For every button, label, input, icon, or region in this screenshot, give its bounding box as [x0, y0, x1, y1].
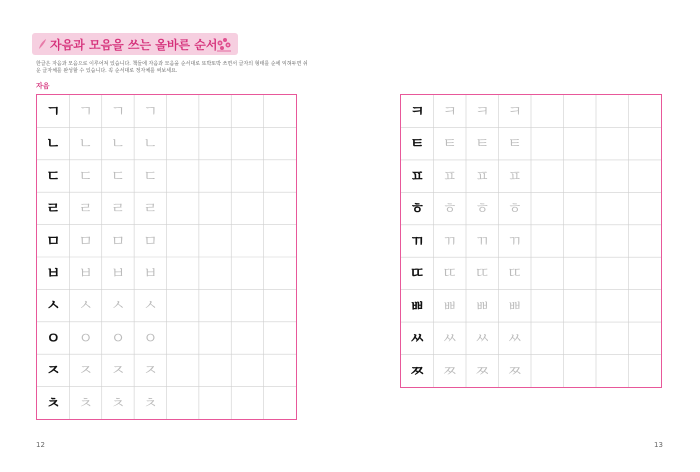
- trace-character: ㅅ: [143, 296, 158, 315]
- practice-row: [401, 257, 661, 289]
- trace-character: ㄷ: [110, 166, 126, 185]
- trace-character: ㅉ: [475, 361, 490, 380]
- trace-character: ㅈ: [143, 361, 158, 380]
- model-character: ㅁ: [45, 231, 61, 250]
- trace-character: ㅇ: [78, 328, 93, 347]
- model-character: ㄱ: [45, 102, 61, 120]
- trace-character: ㅂ: [143, 264, 158, 282]
- trace-character: ㅎ: [442, 199, 457, 218]
- description-line-2: 운 글자체를 완성할 수 있습니다. 꼭 순서대로 정자체를 써보세요.: [36, 68, 178, 74]
- practice-row: [37, 322, 296, 354]
- practice-row: [37, 192, 296, 224]
- trace-character: ㄴ: [78, 134, 93, 153]
- practice-row: [401, 290, 661, 322]
- model-character: ㄴ: [45, 134, 61, 153]
- practice-row: [401, 95, 661, 127]
- trace-character: ㄹ: [78, 199, 93, 218]
- feather-icon: [37, 38, 47, 50]
- trace-character: ㄸ: [475, 264, 490, 283]
- model-character: ㅎ: [410, 199, 425, 218]
- flower-icon: [214, 35, 234, 53]
- practice-row: [37, 127, 296, 159]
- model-character: ㅉ: [410, 361, 425, 380]
- trace-character: ㄸ: [507, 264, 522, 283]
- model-character: ㄹ: [45, 199, 61, 218]
- practice-row: [401, 322, 661, 354]
- trace-character: ㄴ: [110, 134, 126, 153]
- trace-character: ㅈ: [110, 361, 126, 380]
- trace-character: ㅊ: [110, 393, 126, 412]
- title-banner: [32, 33, 238, 55]
- trace-character: ㅍ: [442, 166, 457, 185]
- trace-character: ㅆ: [475, 329, 490, 348]
- trace-character: ㅆ: [442, 329, 457, 348]
- page-title: 자음과 모음을 쓰는 올바른 순서: [50, 38, 218, 52]
- model-character: ㅆ: [410, 329, 425, 348]
- model-character: ㄲ: [410, 231, 425, 250]
- model-character: ㅍ: [410, 166, 425, 185]
- trace-character: ㅋ: [507, 102, 522, 120]
- practice-row: [37, 160, 296, 192]
- trace-character: ㅍ: [475, 166, 490, 185]
- trace-character: ㄷ: [143, 166, 158, 185]
- trace-character: ㄴ: [143, 134, 158, 153]
- practice-row: [401, 225, 661, 257]
- page-number-left: 12: [36, 441, 45, 449]
- practice-row: [37, 95, 296, 127]
- practice-row: [401, 127, 661, 159]
- trace-character: ㄲ: [507, 231, 522, 250]
- trace-character: ㅊ: [143, 393, 158, 412]
- practice-row: [401, 160, 661, 192]
- trace-character: ㄱ: [78, 102, 93, 120]
- trace-character: ㄷ: [78, 166, 93, 185]
- trace-character: ㅉ: [442, 361, 457, 380]
- trace-character: ㅅ: [78, 296, 93, 315]
- trace-character: ㅋ: [442, 102, 457, 120]
- model-character: ㅊ: [45, 393, 61, 412]
- trace-character: ㄲ: [442, 231, 457, 250]
- practice-row: [37, 289, 296, 321]
- model-character: ㅃ: [410, 296, 425, 315]
- trace-character: ㄱ: [110, 102, 126, 120]
- trace-character: ㅃ: [475, 296, 490, 315]
- section-label: 자음: [36, 82, 50, 90]
- trace-character: ㅂ: [110, 264, 126, 282]
- trace-character: ㄹ: [143, 199, 158, 218]
- practice-grid-right: [400, 94, 662, 388]
- trace-character: ㅇ: [110, 328, 126, 347]
- description-line-1: 한글은 자음과 모음으로 이루어져 있습니다. 책들에 자음과 모음을 순서대로 또박또박 쓰면서 글자의 형태를 순에 익혀두면 쉬: [36, 61, 308, 67]
- trace-character: ㅎ: [475, 199, 490, 218]
- practice-row: [37, 225, 296, 257]
- trace-character: ㅂ: [78, 264, 93, 282]
- trace-character: ㅊ: [78, 393, 93, 412]
- model-character: ㅈ: [45, 361, 61, 380]
- practice-row: [37, 257, 296, 289]
- model-character: ㅅ: [45, 296, 61, 315]
- trace-character: ㄹ: [110, 199, 126, 218]
- trace-character: ㅈ: [78, 361, 93, 380]
- trace-character: ㅍ: [507, 166, 522, 185]
- trace-character: ㅉ: [507, 361, 522, 380]
- trace-character: ㅅ: [110, 296, 126, 315]
- trace-character: ㅌ: [507, 134, 522, 153]
- trace-character: ㄸ: [442, 264, 457, 283]
- model-character: ㅂ: [45, 264, 61, 282]
- page-number-right: 13: [654, 441, 663, 449]
- trace-character: ㅆ: [507, 329, 522, 348]
- trace-character: ㅌ: [475, 134, 490, 153]
- trace-character: ㄲ: [475, 231, 490, 250]
- trace-character: ㄱ: [143, 102, 158, 120]
- trace-character: ㅁ: [110, 231, 126, 250]
- description: [36, 61, 326, 75]
- trace-character: ㅇ: [143, 328, 158, 347]
- trace-character: ㅌ: [442, 134, 457, 153]
- practice-row: [401, 355, 661, 387]
- model-character: ㅌ: [410, 134, 425, 153]
- model-character: ㅋ: [410, 102, 425, 120]
- model-character: ㄸ: [410, 264, 425, 283]
- trace-character: ㅁ: [78, 231, 93, 250]
- trace-character: ㅎ: [507, 199, 522, 218]
- practice-row: [37, 354, 296, 386]
- trace-character: ㅃ: [507, 296, 522, 315]
- model-character: ㄷ: [45, 166, 61, 185]
- practice-row: [401, 192, 661, 224]
- trace-character: ㅃ: [442, 296, 457, 315]
- trace-character: ㅁ: [143, 231, 158, 250]
- practice-row: [37, 387, 296, 419]
- practice-grid-left: [36, 94, 297, 420]
- model-character: ㅇ: [45, 328, 61, 347]
- trace-character: ㅋ: [475, 102, 490, 120]
